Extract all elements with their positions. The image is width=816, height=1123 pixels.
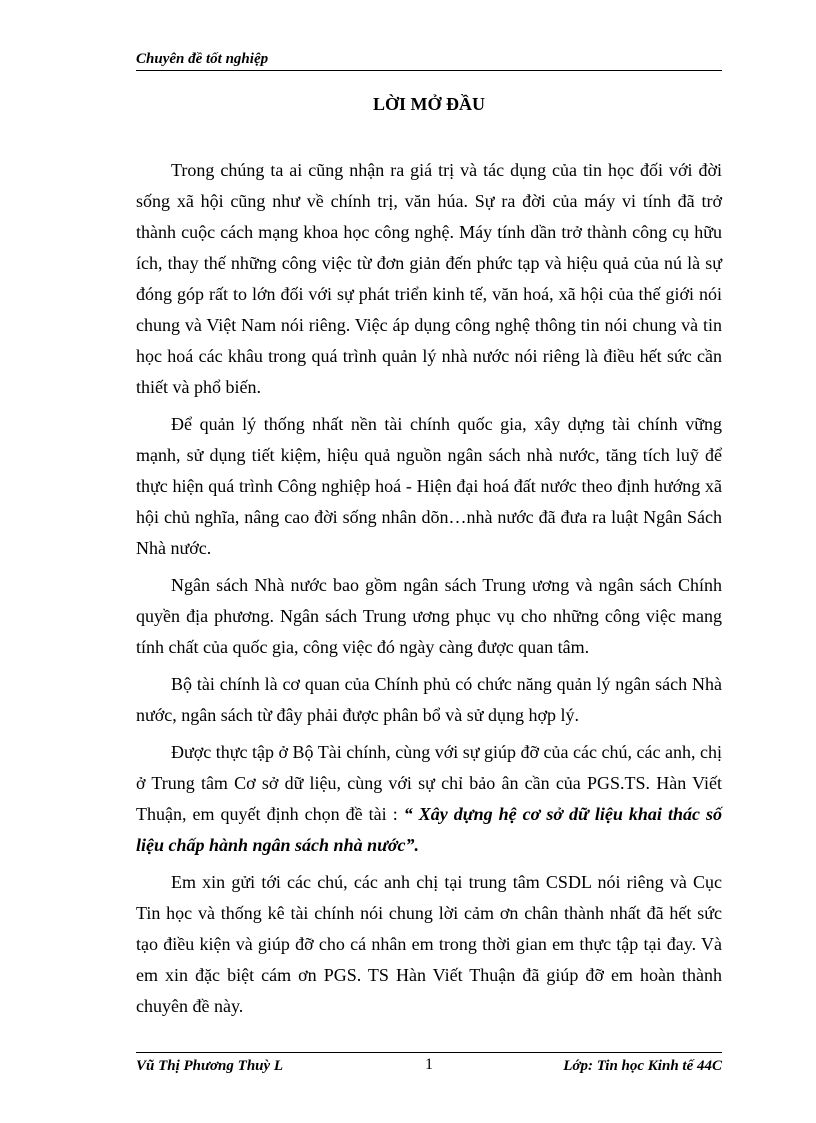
page-title: LỜI MỞ ĐẦU: [373, 94, 485, 114]
page-footer: [136, 1052, 722, 1079]
paragraph-3: Ngân sách Nhà nước bao gồm ngân sách Trung ương và ngân sách Chính quyền địa phương. Ngân sách Trung ương phục vụ cho những công việc mang tính chất của quốc gia, công việc đó ngày càng được quan tâm.: [136, 575, 722, 657]
page-number: 1: [425, 1056, 433, 1073]
paragraph-1: Trong chúng ta ai cũng nhận ra giá trị và tác dụng của tin học đối với đời sống xã hội cũng như về chính trị, văn húa. Sự ra đời của máy vi tính đã trở thành cuộc cách mạng khoa học công nghệ. Máy tính dần trở thành công cụ hữu ích, thay thế những công việc từ đơn giản đến phức tạp và hiệu quả của nú là sự đóng góp rất to lớn đối với sự phát triển kinh tế, văn hoá, xã hội của thế giới nói chung và Việt Nam nói riêng. Việc áp dụng công nghệ thông tin nói chung và tin học hoá các khâu trong quá trình quản lý nhà nước nói riêng là điều hết sức cần thiết và phổ biến.: [136, 160, 722, 397]
paragraph-5-lead: Được thực tập ở Bộ Tài chính, cùng với sự giúp đỡ của các chú, các anh, chị ở Trung tâm Cơ sở dữ liệu, cùng với sự chỉ bảo ân cần của PGS.TS. Hàn Viết Thuận, em quyết định chọn đề tài :: [136, 742, 722, 824]
paragraph-6: Em xin gửi tới các chú, các anh chị tại trung tâm CSDL nói riêng và Cục Tin học và thống kê tài chính nói chung lời cảm ơn chân thành nhất đã hết sức tạo điều kiện và giúp đỡ cho cá nhân em trong thời gian em thực tập tại đay. Và em xin đặc biệt cám ơn PGS. TS Hàn Viết Thuận đã giúp đỡ em hoàn thành chuyên đề này.: [136, 872, 722, 1016]
thesis-topic: “ Xây dựng hệ cơ sở dữ liệu khai thác số liệu chấp hành ngân sách nhà nước”.: [136, 804, 723, 855]
document-body: [136, 155, 722, 1022]
footer-author: Vũ Thị Phương Thuỳ L: [136, 1058, 284, 1074]
footer-class: Lớp: Tin học Kinh tế 44C: [563, 1058, 722, 1074]
header-text: Chuyên đề tốt nghiệp: [136, 51, 269, 67]
paragraph-4: Bộ tài chính là cơ quan của Chính phủ có chức năng quản lý ngân sách Nhà nước, ngân sách từ đây phải được phân bổ và sử dụng hợp lý.: [136, 674, 722, 725]
paragraph-2: Để quản lý thống nhất nền tài chính quốc gia, xây dựng tài chính vững mạnh, sử dụng tiết kiệm, hiệu quả nguồn ngân sách nhà nước, tăng tích luỹ để thực hiện quá trình Công nghiệp hoá - Hiện đại hoá đất nước theo định hướng xã hội chủ nghĩa, nâng cao đời sống nhân dõn…nhà nước đã đưa ra luật Ngân Sách Nhà nước.: [136, 414, 722, 558]
page-header: [136, 48, 722, 71]
paragraph-5: [136, 737, 722, 861]
